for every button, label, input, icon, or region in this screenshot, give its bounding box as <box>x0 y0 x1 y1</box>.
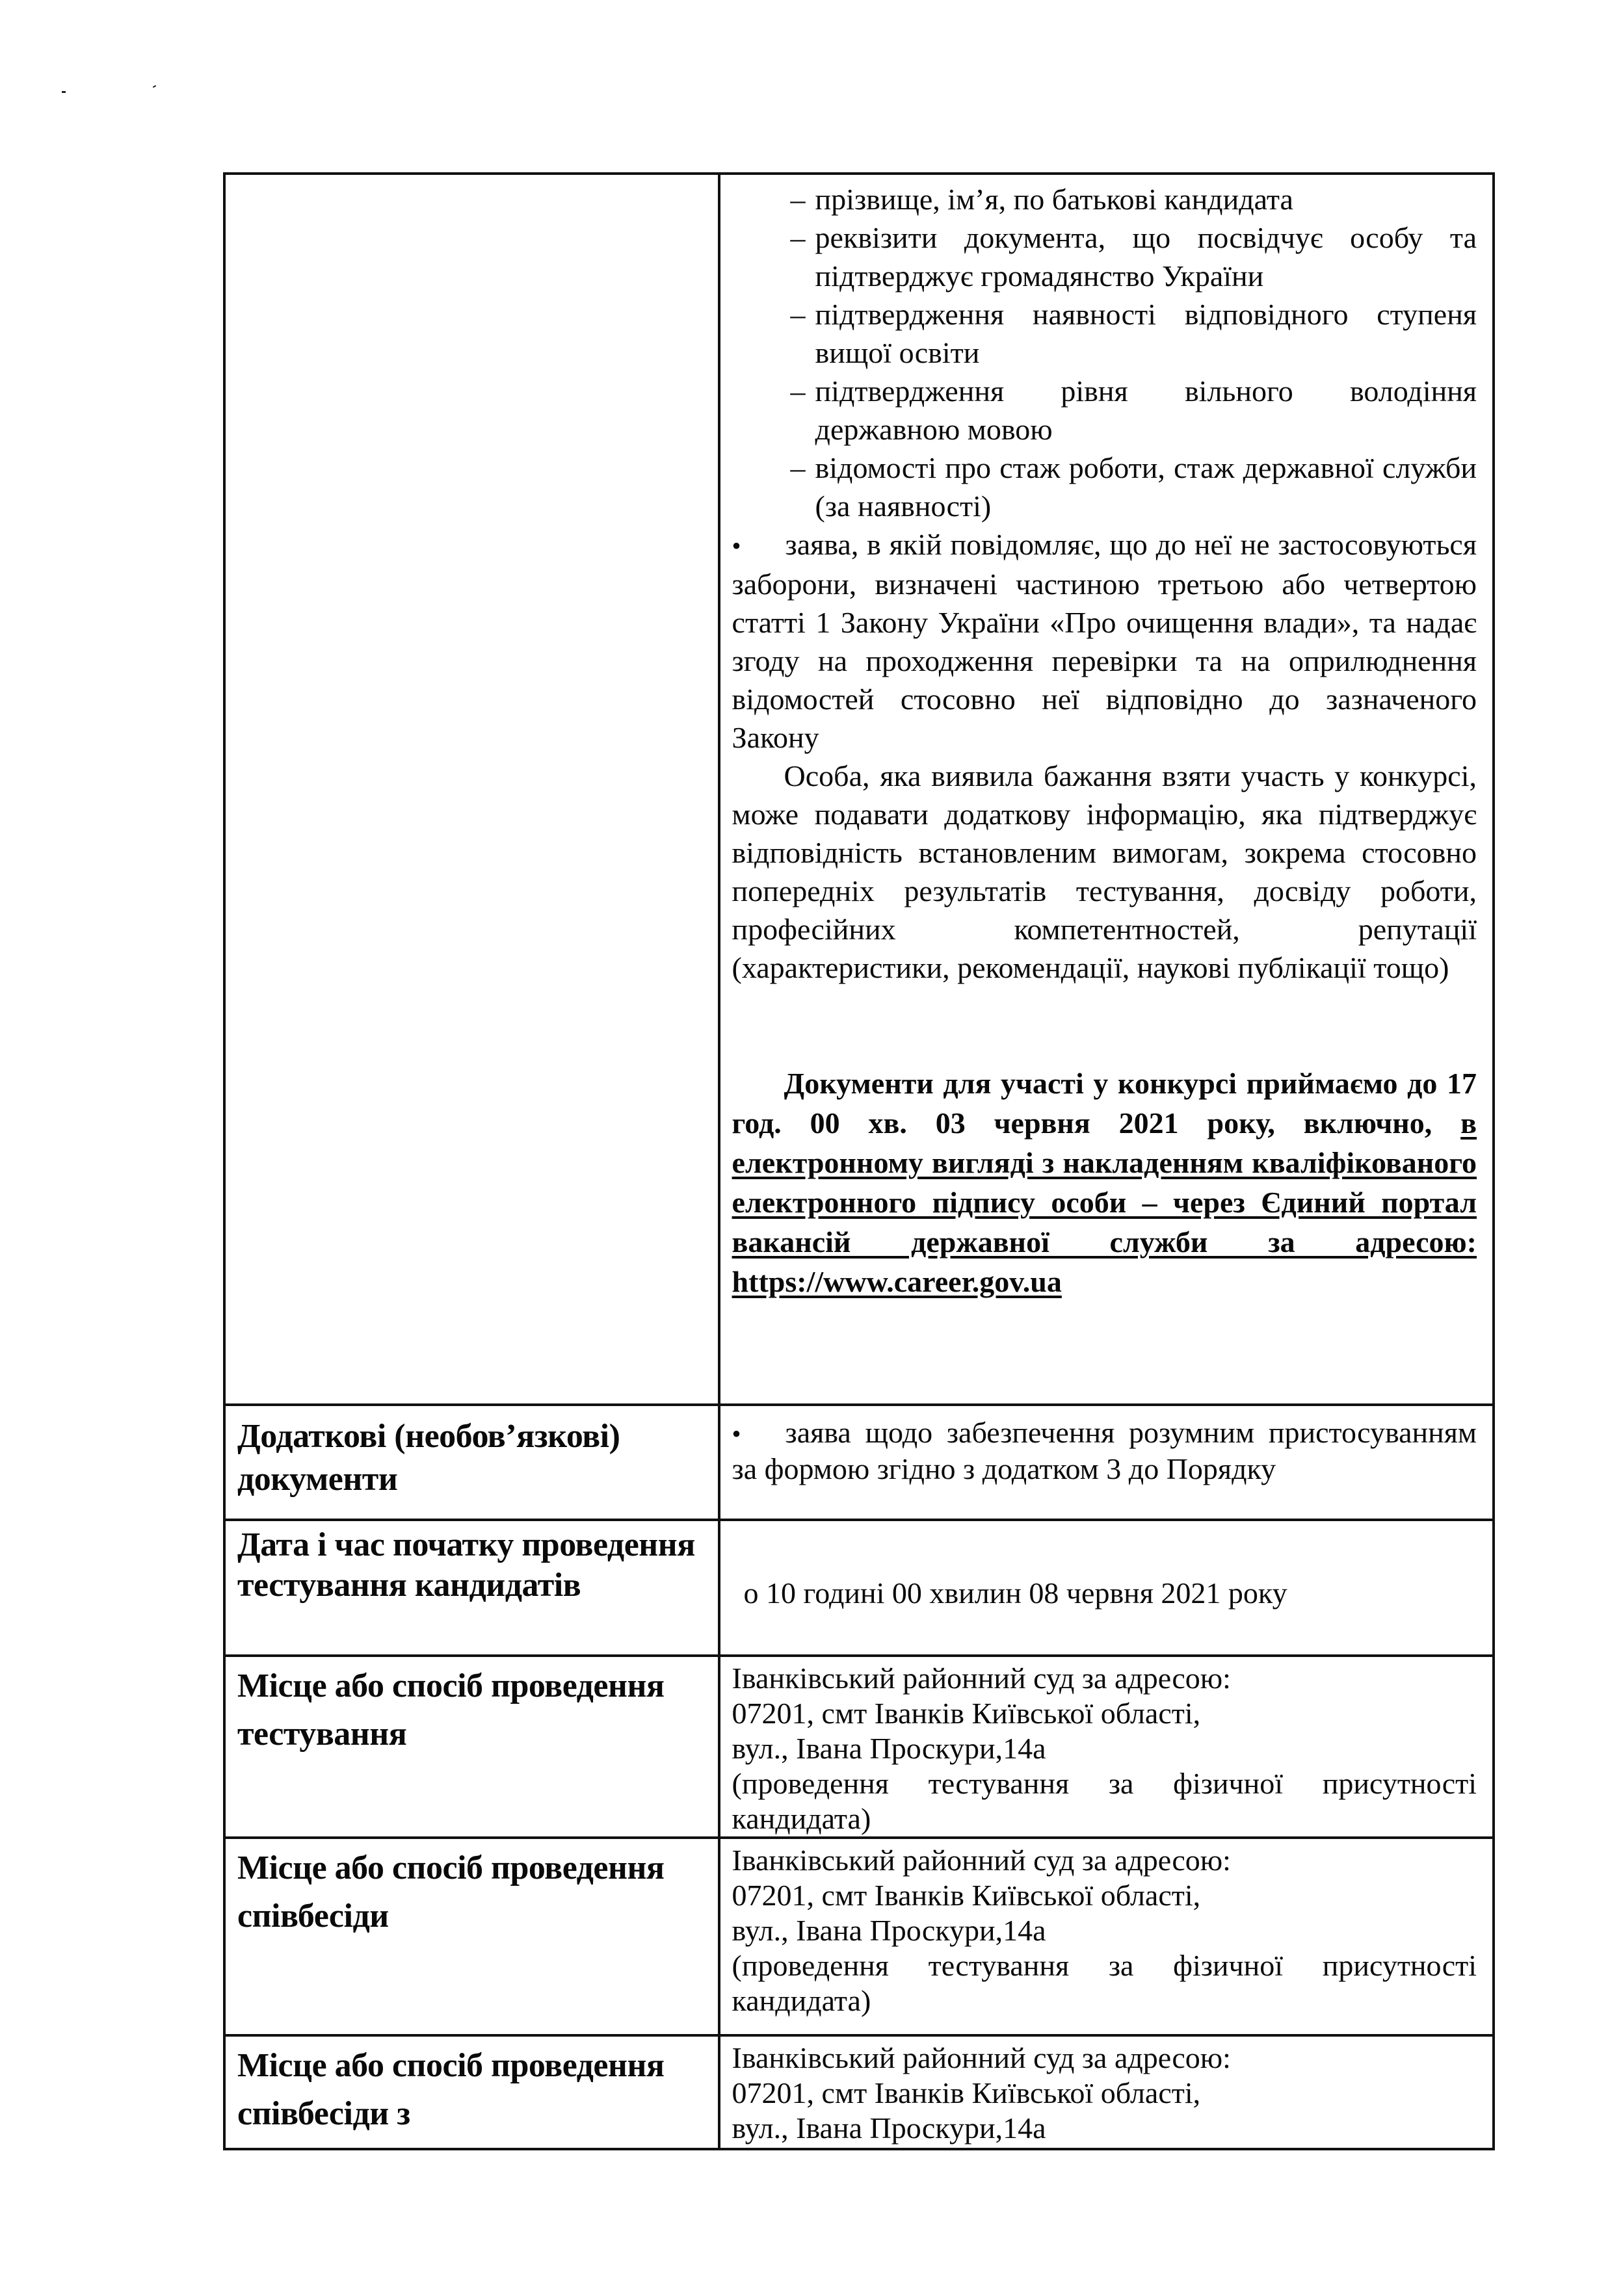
testing-start-datetime: о 10 годині 00 хвилин 08 червня 2021 року <box>743 1576 1287 1610</box>
required-documents <box>720 175 1492 1301</box>
dash-icon: – <box>790 183 806 216</box>
table-row <box>224 1405 1494 1520</box>
row-label: Місце або спосіб проведення тестування <box>237 1667 665 1753</box>
row-value-cell <box>719 1520 1494 1656</box>
table-row <box>224 2035 1494 2149</box>
interview-location: Іванківський районний суд за адресою: 07201, смт Іванків Київської області, вул., Івана Проскури,14а (проведення тестування за фізичної присутності кандидата) <box>732 1844 1477 2017</box>
dash-icon: – <box>790 374 806 408</box>
dash-icon: – <box>790 221 806 254</box>
row-label <box>226 175 718 184</box>
submission-deadline-notice: Документи для участі у конкурсі приймаємо до 17 год. 00 хв. 03 червня 2021 року, включно, в електронному вигляді з накладенням кваліфікованого електронного підпису особи – через Єдиний портал вакансій державної служби за адресою: https://www.career.gov.ua <box>732 1067 1477 1298</box>
bullet-icon: • <box>732 1419 741 1448</box>
bullet-icon: • <box>732 531 741 560</box>
table-row <box>224 1656 1494 1838</box>
row-label: Додаткові (необов’язкові) документи <box>237 1418 620 1498</box>
list-item: – прізвище, ім’я, по батькові кандидата <box>757 180 1477 218</box>
row-label-cell <box>224 2035 719 2149</box>
testing-location: Іванківський районний суд за адресою: 07201, смт Іванків Київської області, вул., Івана Проскури,14а (проведення тестування за фізичної присутності кандидата) <box>732 1662 1477 1835</box>
attendance-note: (проведення тестування за фізичної присутності кандидата) <box>732 1767 1477 1835</box>
row-label: Дата і час початку проведення тестування кандидатів <box>237 1526 695 1604</box>
table-row <box>224 1838 1494 2035</box>
row-label: Місце або спосіб проведення співбесіди з <box>237 2047 665 2132</box>
row-value-cell <box>719 174 1494 1405</box>
row-label-cell <box>224 1405 719 1520</box>
row-label-cell <box>224 174 719 1405</box>
row-value-cell <box>719 1405 1494 1520</box>
additional-info-paragraph: Особа, яка виявила бажання взяти участь у конкурсі, може подавати додаткову інформацію, яка підтверджує відповідність встановленим вимогам, зокрема стосовно попередніх результатів тестування, досвіду роботи, професійних компетентностей, репутації (характеристики, рекомендації, наукові публікації тощо) <box>732 759 1477 984</box>
dash-icon: – <box>790 451 806 484</box>
list-item: – реквізити документа, що посвідчує особу та підтверджує громадянство України <box>757 218 1477 295</box>
scan-speck <box>153 85 156 88</box>
table-row <box>224 1520 1494 1656</box>
attendance-note: (проведення тестування за фізичної присутності кандидата) <box>732 1949 1477 2017</box>
row-label-cell <box>224 1656 719 1838</box>
career-portal-link[interactable]: в електронному вигляді з накладенням кваліфікованого електронного підпису особи – через Єдиний портал вакансій державної служби за адресою: https://www.career.gov.ua <box>732 1106 1477 1298</box>
row-value-cell <box>719 1656 1494 1838</box>
list-item: • заява, в якій повідомляє, що до неї не застосовуються заборони, визначені частиною третьою або четвертою статті 1 Закону України «Про очищення влади», та надає згоду на проходження перевірки та на оприлюднення відомостей стосовно неї відповідно до зазначеного Закону <box>732 528 1477 754</box>
dash-icon: – <box>790 298 806 331</box>
row-label-cell <box>224 1520 719 1656</box>
list-item: – підтвердження наявності відповідного ступеня вищої освіти <box>757 295 1477 372</box>
list-item: – відомості про стаж роботи, стаж державної служби (за наявності) <box>757 449 1477 525</box>
list-item: – підтвердження рівня вільного володіння державною мовою <box>757 372 1477 449</box>
row-label: Місце або спосіб проведення співбесіди <box>237 1849 665 1935</box>
row-label-cell <box>224 1838 719 2035</box>
list-item: • заява щодо забезпечення розумним пристосуванням за формою згідно з додатком 3 до Порядку <box>732 1416 1477 1485</box>
row-value-cell <box>719 2035 1494 2149</box>
row-value-cell <box>719 1838 1494 2035</box>
interview-location-with-subject: Іванківський районний суд за адресою: 07201, смт Іванків Київської області, вул., Івана Проскури,14а <box>732 2041 1231 2145</box>
scan-speck <box>62 91 66 93</box>
competition-info-table <box>223 172 1495 2150</box>
table-row <box>224 174 1494 1405</box>
